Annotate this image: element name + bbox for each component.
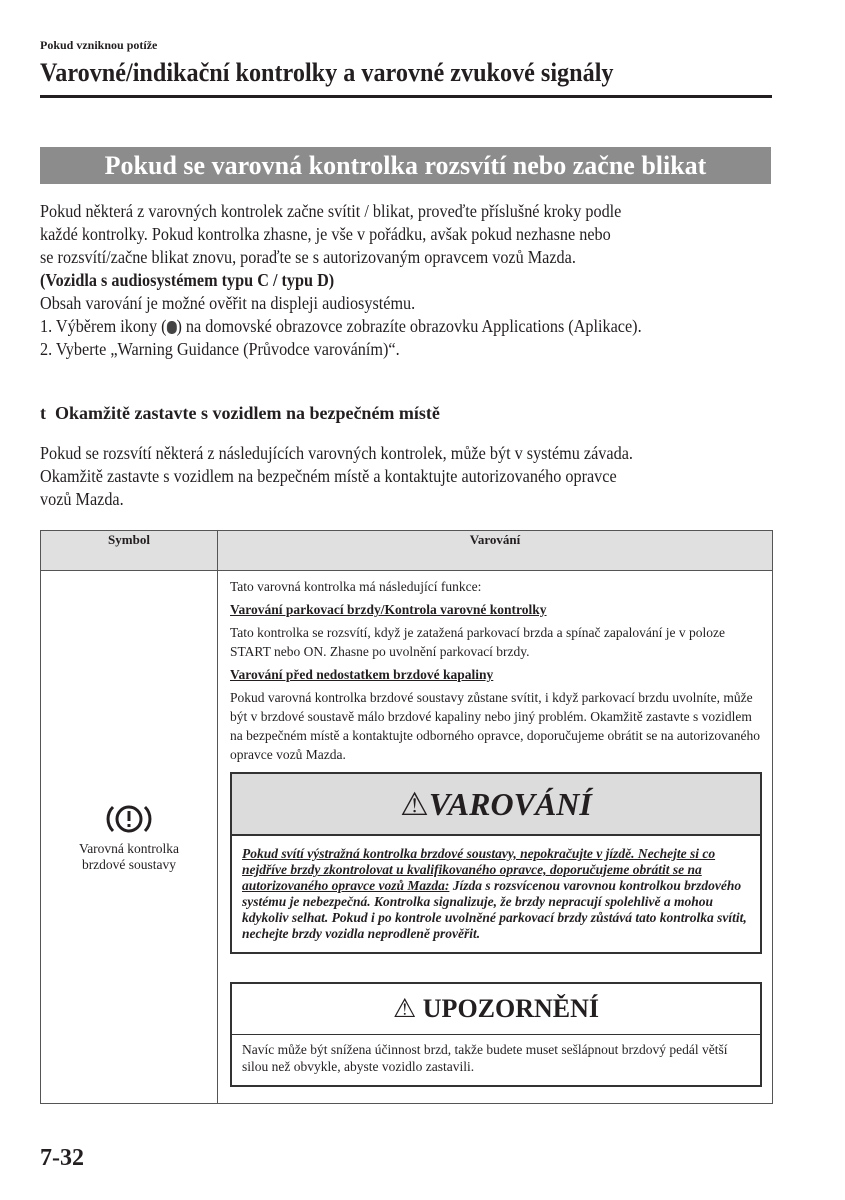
symbol-label: brzdové soustavy <box>81 857 177 872</box>
section-banner <box>40 147 771 184</box>
symbol-label: Varovná kontrolka <box>78 841 180 856</box>
title-rule <box>40 95 772 98</box>
desc-paragraph: Tato kontrolka se rozsvítí, když je zatažená parkovací brzda a spínač zapalování je v poloze START nebo ON. Zhasne po uvolnění parkovací brzdy. <box>230 625 725 659</box>
warning-table <box>40 530 773 1104</box>
col-warning: Varování <box>218 531 773 571</box>
subsection-line: Okamžitě zastavte s vozidlem na bezpečném místě a kontaktujte autorizovaného opravce <box>40 466 617 486</box>
desc-heading: Varování před nedostatkem brzdové kapaliny <box>230 667 494 682</box>
intro-line: Pokud některá z varovných kontrolek začne svítit / blikat, proveďte příslušné kroky podle <box>40 201 622 221</box>
subsection-title: Okamžitě zastavte s vozidlem na bezpečném místě <box>55 403 440 423</box>
step-1 <box>40 315 706 338</box>
warning-description <box>218 571 773 1104</box>
warning-title: VAROVÁNÍ <box>428 786 592 822</box>
step-1-a: 1. Výběrem ikony ( <box>40 316 167 336</box>
warning-text: Jízda s rozsvícenou varovnou kontrolkou brzdového systému je nebezpečná. Kontrolka signalizuje, že brzdy nepracují spolehlivě a mohou kdykoliv selhat. Pokud i po kontrole uvolněné parkovací brzdy zůstává tato kontrolka svítit, nechejte brzdy vozidla neprodleně prověřit. <box>242 878 747 941</box>
warning-underlined: Pokud svítí výstražná kontrolka brzdové soustavy, nepokračujte v jízdě. Nechejte si co nejdříve brzdy zkontrolovat u kvalifikovaného opravce, doporučujeme obrátit se na autorizovaného opravce vozů Mazda: <box>242 846 716 893</box>
subsection-heading <box>40 403 440 424</box>
page-title-text: Varovné/indikační kontrolky a varovné zvukové signály <box>40 58 614 87</box>
col-symbol: Symbol <box>41 531 218 571</box>
desc-intro: Tato varovná kontrolka má následující funkce: <box>230 579 482 594</box>
step-2: 2. Vyberte „Warning Guidance (Průvodce varováním)“. <box>40 339 400 359</box>
intro-line: se rozsvítí/začne blikat znovu, poraďte se s autorizovaným opravcem vozů Mazda. <box>40 247 576 267</box>
caution-text: Navíc může být snížena účinnost brzd, takže budete muset sešlápnout brzdový pedál větší silou než obvykle, abyste vozidlo zastavili. <box>242 1042 728 1074</box>
caution-box <box>230 982 762 1087</box>
warning-triangle-icon: ⚠ <box>400 786 429 822</box>
subsection-line: Pokud se rozsvítí některá z následujících varovných kontrolek, může být v systému závada. <box>40 443 633 463</box>
warning-box <box>230 772 762 954</box>
intro-line: Obsah varování je možné ověřit na displeji audiosystému. <box>40 293 416 313</box>
banner-text: Pokud se varovná kontrolka rozsvítí nebo začne blikat <box>104 151 707 180</box>
symbol-cell <box>41 571 218 1104</box>
caution-box-header <box>232 984 760 1035</box>
warning-box-body <box>232 836 760 952</box>
desc-heading: Varování parkovací brzdy/Kontrola varovné kontrolky <box>230 602 547 617</box>
step-1-b: ) na domovské obrazovce zobrazíte obrazovku Applications (Aplikace). <box>176 316 642 336</box>
intro-text <box>40 200 780 361</box>
page-title <box>40 58 657 88</box>
desc-paragraph: Pokud varovná kontrolka brzdové soustavy zůstane svítit, i když parkovací brzdu uvolníte, může být v brzdové soustavě málo brzdové kapaliny nebo jiný problém. Okamžitě zastavte s vozidlem na bezpečném místě a kontaktujte odborného opravce, doporučujeme obrátit se na autorizovaného opravce vozů Mazda. <box>230 690 761 762</box>
brake-warning-icon <box>104 801 154 837</box>
caution-triangle-icon: ⚠ <box>392 994 417 1023</box>
caution-title: UPOZORNĚNÍ <box>422 994 600 1023</box>
page-number: 7-32 <box>40 1145 84 1171</box>
bullet: t <box>40 403 46 423</box>
applications-icon <box>167 321 177 334</box>
audio-note: (Vozidla s audiosystémem typu C / typu D) <box>40 270 335 290</box>
section-header: Pokud vzniknou potíže <box>40 38 158 52</box>
subsection-line: vozů Mazda. <box>40 489 124 509</box>
warning-box-header <box>232 774 760 836</box>
intro-line: každé kontrolky. Pokud kontrolka zhasne, je vše v pořádku, avšak pokud nezhasne nebo <box>40 224 611 244</box>
subsection-text <box>40 442 699 511</box>
